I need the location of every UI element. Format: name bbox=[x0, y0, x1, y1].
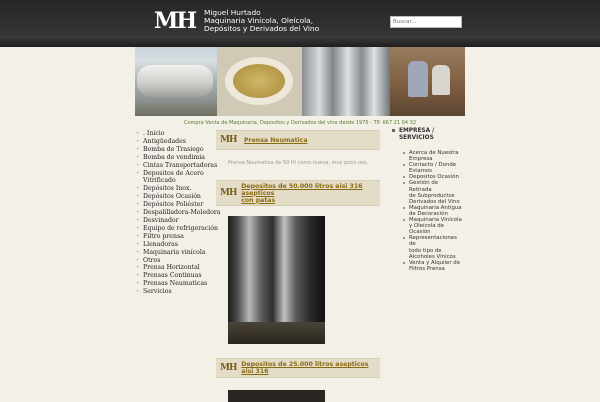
bullet-icon: » bbox=[136, 224, 140, 231]
nav-item[interactable] bbox=[135, 264, 213, 272]
logo-mark: MH bbox=[154, 8, 196, 34]
nav-item[interactable] bbox=[135, 201, 213, 209]
link-line: Depositos Ocasión bbox=[409, 174, 459, 181]
nav-item-label: Depósitos Inox. bbox=[143, 185, 192, 193]
post-list bbox=[216, 128, 380, 375]
nav-item-label: Filtro prensa bbox=[143, 232, 184, 240]
bullet-icon: » bbox=[136, 201, 140, 208]
banner-photo-pool bbox=[217, 47, 302, 116]
bullet-icon: » bbox=[136, 216, 140, 223]
bullet-icon: » bbox=[136, 280, 140, 287]
site-logo[interactable] bbox=[154, 8, 319, 34]
sidebar-link[interactable] bbox=[392, 180, 462, 204]
nav-item[interactable] bbox=[135, 154, 213, 162]
sidebar-link[interactable] bbox=[392, 235, 462, 259]
nav-item-label: Prensas Neumaticas bbox=[143, 280, 208, 288]
nav-item-label: Cintas Transportadoras bbox=[143, 161, 218, 169]
bullet-icon: » bbox=[136, 145, 140, 152]
nav-item-inicio[interactable] bbox=[135, 130, 213, 138]
banner-photo-tank bbox=[135, 47, 217, 116]
bullet-icon: » bbox=[136, 272, 140, 279]
nav-item[interactable] bbox=[135, 138, 213, 146]
nav-item-label: Servicios bbox=[143, 288, 172, 296]
link-line: todo tipo de bbox=[409, 247, 442, 254]
nav-item[interactable] bbox=[135, 233, 213, 241]
sidebar-heading bbox=[392, 128, 462, 141]
bullet-icon: » bbox=[136, 161, 140, 168]
sidebar-link[interactable] bbox=[392, 162, 462, 174]
nav-item-label: Otros bbox=[143, 256, 161, 264]
post-header bbox=[216, 180, 380, 206]
nav-item[interactable] bbox=[135, 224, 218, 233]
sidebar-link[interactable] bbox=[392, 150, 462, 162]
post-title-link[interactable]: Depositos de 25.000 litros asepticos aisi 316 bbox=[241, 361, 369, 375]
banner-photo-harvest bbox=[390, 47, 465, 116]
link-line: de Subproductos bbox=[409, 192, 455, 199]
nav-item[interactable] bbox=[135, 185, 213, 193]
link-line: Estamos bbox=[409, 168, 432, 175]
sidebar-link[interactable] bbox=[392, 205, 462, 217]
nav-item-label: Depósitos Poliéster bbox=[143, 201, 204, 209]
nav-item-label: Antigüedades bbox=[143, 137, 186, 145]
nav-item[interactable] bbox=[135, 280, 213, 288]
bullet-icon: » bbox=[136, 256, 140, 263]
bullet-icon: » bbox=[136, 137, 140, 144]
link-line: Ocasión bbox=[409, 229, 431, 236]
post-title-line: con patas bbox=[241, 196, 276, 204]
nav-item[interactable] bbox=[135, 193, 213, 201]
nav-item-label: Prensa Horizontal bbox=[143, 264, 200, 272]
bullet-icon: » bbox=[136, 248, 140, 255]
nav-item-label: Equipo de refrigeración bbox=[143, 224, 218, 232]
nav-item[interactable] bbox=[135, 170, 213, 178]
post-header bbox=[216, 130, 380, 150]
post-title-link[interactable] bbox=[241, 183, 380, 204]
logo-line: Depósitos y Derivados del Vino bbox=[204, 24, 320, 33]
nav-item[interactable] bbox=[135, 146, 213, 154]
left-category-nav bbox=[135, 130, 221, 296]
bullet-icon: » bbox=[136, 232, 140, 239]
post-image[interactable] bbox=[228, 216, 325, 344]
nav-item-label: Depósitos Ocasión bbox=[143, 193, 201, 201]
nav-item[interactable] bbox=[135, 217, 213, 225]
nav-item-label: Desvinador bbox=[143, 216, 179, 224]
link-line: Acerca de Nuestra bbox=[409, 150, 459, 156]
post-image[interactable] bbox=[228, 390, 325, 402]
link-line: Maquinaria Antigua bbox=[409, 204, 462, 211]
bullet-icon: » bbox=[136, 209, 140, 216]
sidebar-heading-line: EMPRESA / bbox=[399, 128, 435, 134]
banner-photo-steel-tanks bbox=[302, 47, 390, 116]
logo-line: Miguel Hurtado bbox=[204, 8, 261, 17]
logo-text bbox=[204, 9, 319, 33]
sidebar-list bbox=[392, 150, 462, 272]
nav-item[interactable] bbox=[135, 209, 221, 217]
link-line: de Decoración bbox=[409, 210, 448, 217]
bullet-icon: » bbox=[136, 240, 140, 247]
site-header bbox=[0, 0, 600, 47]
nav-item[interactable] bbox=[135, 249, 213, 257]
link-line: Derivados del Vino bbox=[409, 198, 460, 205]
link-line: Empresa bbox=[409, 156, 433, 163]
link-line: Contacto / Donde bbox=[409, 162, 457, 169]
nav-item[interactable] bbox=[135, 272, 213, 280]
nav-item[interactable] bbox=[135, 288, 213, 296]
post-logo-icon: MH bbox=[220, 363, 237, 373]
post-title-line: Depositos de 50.000 litros aisi 316 asepticos bbox=[241, 182, 363, 197]
nav-item-continuation[interactable] bbox=[135, 177, 213, 185]
nav-item-label: Despalilladora-Moledora bbox=[143, 209, 221, 217]
nav-item[interactable] bbox=[135, 161, 218, 170]
nav-item-label: Bomba de vendimia bbox=[143, 153, 205, 161]
site-tagline: Compra Venta de Maquinaria, Depositos y Derivados del vino desde 1975 - Tlf. 667 21 04 32 bbox=[183, 120, 416, 126]
post-header bbox=[216, 358, 380, 378]
link-line: Alcoholes Vínicos bbox=[409, 253, 456, 260]
bullet-icon: » bbox=[136, 264, 140, 271]
search-input[interactable]: Buscar... bbox=[390, 16, 462, 28]
bullet-icon: » bbox=[136, 288, 140, 295]
nav-item-label: . Inicio bbox=[143, 130, 165, 137]
header-banner bbox=[135, 47, 465, 116]
post-logo-icon: MH bbox=[220, 135, 237, 145]
nav-item-label: Vitrificado bbox=[143, 177, 176, 185]
bullet-icon: » bbox=[136, 130, 140, 136]
post-title-link[interactable]: Prensa Neumatica bbox=[244, 136, 308, 144]
nav-item[interactable] bbox=[135, 241, 213, 249]
nav-item[interactable] bbox=[135, 257, 213, 265]
sidebar-link[interactable] bbox=[392, 260, 462, 272]
logo-line: Maquinaria Vinícola, Oleícola, bbox=[204, 16, 314, 25]
link-line: Representaciones de bbox=[409, 235, 457, 248]
bullet-icon: » bbox=[136, 185, 140, 192]
nav-item-label: Prensas Continuas bbox=[143, 272, 202, 280]
header-shine bbox=[0, 36, 600, 47]
link-line: y Oleícola de bbox=[409, 223, 444, 230]
square-bullet-icon bbox=[392, 129, 395, 132]
post-excerpt: Prensa Neumatica de 50 Hl como nueva, muy poco uso. bbox=[228, 160, 369, 166]
sidebar-heading-line: SERVICIOS bbox=[399, 134, 434, 141]
bullet-icon: » bbox=[136, 153, 140, 160]
link-line: Filtros Prensa bbox=[409, 265, 445, 272]
post-logo-icon: MH bbox=[220, 188, 237, 198]
sidebar-link[interactable] bbox=[392, 217, 462, 235]
bullet-icon: » bbox=[136, 169, 140, 176]
link-line: Gestión de Retirada bbox=[409, 180, 439, 193]
nav-item-label: Depositos de Acero bbox=[143, 169, 204, 177]
link-line: Maquinaria Vinícola bbox=[409, 217, 462, 224]
nav-item-label: Maquinaria vinícola bbox=[143, 248, 206, 256]
link-line: Venta y Alquiler de bbox=[409, 259, 461, 266]
nav-item-label: Bomba de Trasiego bbox=[143, 145, 204, 153]
bullet-icon: » bbox=[136, 193, 140, 200]
right-sidebar bbox=[392, 128, 462, 272]
nav-item-label: Llenadoras bbox=[143, 240, 178, 248]
